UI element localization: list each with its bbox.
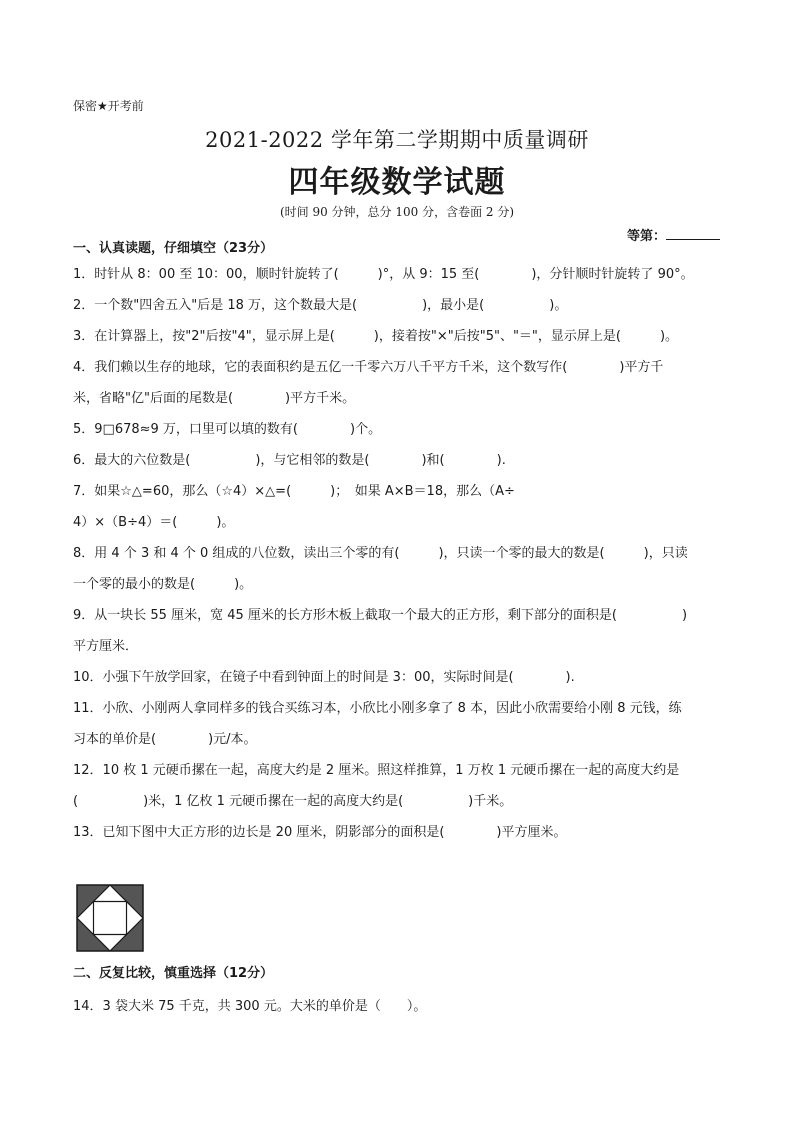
question-line: 13．已知下图中大正方形的边长是 20 厘米，阴影部分的面积是( )平方厘米。	[73, 825, 567, 840]
square-diagram	[76, 884, 144, 952]
question-line: ( )米，1 亿枚 1 元硬币摞在一起的高度大约是( )千米。	[73, 794, 513, 809]
exam-title: 四年级数学试题	[288, 165, 506, 200]
question-line: 14．3 袋大米 75 千克，共 300 元。大米的单价是（ ）。	[73, 999, 427, 1014]
question-line: 6．最大的六位数是( )，与它相邻的数是( )和( ).	[73, 453, 506, 468]
section-heading-choice: 二、反复比较，慎重选择（12分）	[73, 966, 274, 981]
question-line: 4．我们赖以生存的地球，它的表面积约是五亿一千零六万八千平方千米，这个数写作( )平方千	[73, 360, 664, 375]
question-line: 8．用 4 个 3 和 4 个 0 组成的八位数，读出三个零的有( )，只读一个零的最大的数是( )，只读	[73, 546, 688, 561]
question-line: 9．从一块长 55 厘米，宽 45 厘米的长方形木板上截取一个最大的正方形，剩下部分的面积是( )	[73, 608, 688, 623]
question-line: 习本的单价是( )元/本。	[73, 732, 257, 747]
question-line: 7．如果☆△=60，那么（☆4）×△=( )； 如果 A×B＝18，那么（A÷	[73, 484, 515, 499]
question-line: 11．小欣、小刚两人拿同样多的钱合买练习本，小欣比小刚多拿了 8 本，因此小欣需要给小刚 8 元钱，练	[73, 701, 682, 716]
grade-field	[627, 225, 720, 244]
question-line: 12．10 枚 1 元硬币摞在一起，高度大约是 2 厘米。照这样推算，1 万枚 1 元硬币摞在一起的高度大约是	[73, 763, 680, 778]
question-line: 2．一个数"四舍五入"后是 18 万，这个数最大是( )，最小是( )。	[73, 298, 568, 313]
section-heading-fill-blank: 一、认真读题，仔细填空（23分）	[73, 241, 274, 256]
exam-note: (时间 90 分钟，总分 100 分，含卷面 2 分)	[279, 205, 515, 219]
question-line: 一个零的最小的数是( )。	[73, 577, 253, 592]
question-line: 5．9□678≈9 万，口里可以填的数有( )个。	[73, 422, 382, 437]
question-line: 4）×（B÷4）＝( )。	[73, 515, 235, 530]
exam-session-title: 2021-2022 学年第二学期期中质量调研	[205, 128, 589, 152]
confidential-label: 保密★开考前	[73, 99, 144, 113]
grade-blank[interactable]	[666, 227, 720, 240]
grade-label: 等第：	[626, 229, 666, 244]
question-line: 1．时针从 8：00 至 10：00，顺时针旋转了( )°，从 9：15 至( )，分针顺时针旋转了 90°。	[73, 267, 694, 282]
question-line: 平方厘米．	[73, 639, 139, 654]
question-line: 10．小强下午放学回家，在镜子中看到钟面上的时间是 3：00，实际时间是( ).	[73, 670, 575, 685]
question-line: 米，省略"亿"后面的尾数是( )平方千米。	[73, 391, 356, 406]
question-line: 3．在计算器上，按"2"后按"4"，显示屏上是( )，接着按"×"后按"5"、"＝"，显示屏上是( )。	[73, 329, 679, 344]
inner-square	[94, 902, 127, 935]
